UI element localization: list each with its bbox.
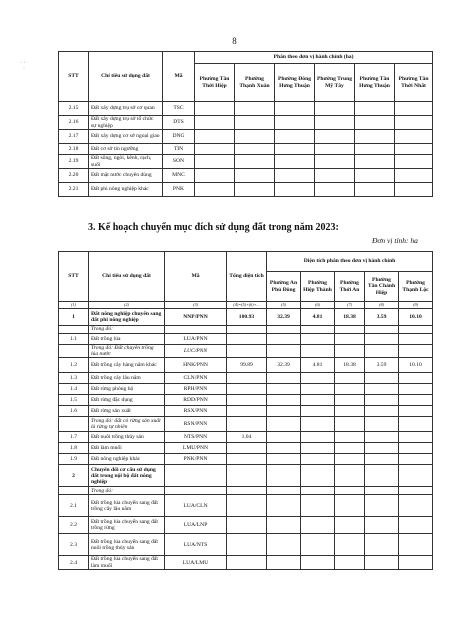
- ward-value: [365, 345, 399, 358]
- ward-value: [335, 495, 365, 517]
- ward-value: [301, 443, 335, 454]
- ward-value: [365, 465, 399, 487]
- row-stt: 2.19: [59, 155, 89, 169]
- row-code: DNG: [163, 130, 195, 144]
- ward-value: [355, 155, 395, 169]
- total-area-header: Tổng diện tích: [227, 252, 267, 302]
- ward-value: [399, 384, 433, 395]
- table-row: [59, 465, 433, 487]
- table-row: [59, 130, 433, 144]
- row-stt: 2.20: [59, 169, 89, 183]
- row-indicator: Chuyển đổi cơ cấu sử dụng đất trong nội bộ đất nông nghiệp: [89, 465, 165, 487]
- ward-value: [365, 534, 399, 556]
- ward-value: [267, 417, 301, 432]
- row-indicator: Đất trồng cây lâu năm: [89, 373, 165, 384]
- table-row: [59, 155, 433, 169]
- row-stt: 2.1: [59, 495, 89, 517]
- row-code: LUA/CLN: [165, 495, 227, 517]
- row-stt: 2.17: [59, 130, 89, 144]
- row-indicator: Đất xây dựng trụ sở tổ chức sự nghiệp: [89, 116, 163, 130]
- ward-value: [365, 454, 399, 465]
- ward-value: [301, 487, 335, 495]
- ward-value: [395, 169, 433, 183]
- table-row: [59, 443, 433, 454]
- ward-value: [399, 495, 433, 517]
- row-code: LUC/PNN: [165, 345, 227, 358]
- row-stt: 1.8: [59, 443, 89, 454]
- row-total: [227, 326, 267, 334]
- row-code: NNP/PNN: [165, 309, 227, 326]
- ward-value: [399, 395, 433, 406]
- column-number: (7): [335, 302, 365, 309]
- row-code: TIN: [163, 144, 195, 155]
- ward-value: [365, 334, 399, 345]
- ward-value: [365, 443, 399, 454]
- ward-value: [301, 534, 335, 556]
- ward-value: [235, 116, 275, 130]
- row-total: [227, 417, 267, 432]
- ward-value: [267, 432, 301, 443]
- row-code: LUA/PNN: [165, 334, 227, 345]
- ward-value: [301, 517, 335, 534]
- ward-value: [365, 326, 399, 334]
- ward-value: [315, 169, 355, 183]
- table-row: [59, 116, 433, 130]
- row-stt: 1.3: [59, 373, 89, 384]
- ward-value: [399, 373, 433, 384]
- ward-header: Phường Hiệp Thành: [301, 272, 335, 302]
- ward-value: [301, 556, 335, 569]
- row-stt: [59, 417, 89, 432]
- ward-value: [395, 144, 433, 155]
- row-indicator: Đất mặt nước chuyên dùng: [89, 169, 163, 183]
- ward-header: Phường Tân Thới Nhất: [395, 64, 433, 102]
- column-number: (3): [165, 302, 227, 309]
- row-indicator: Đất nông nghiệp chuyển sang đất phi nông nghiệp: [89, 309, 165, 326]
- row-stt: 1: [59, 309, 89, 326]
- ward-value: [267, 443, 301, 454]
- ward-value: [267, 465, 301, 487]
- column-number: (8): [365, 302, 399, 309]
- row-stt: 1.2: [59, 358, 89, 373]
- row-code: [165, 465, 227, 487]
- row-code: DTS: [163, 116, 195, 130]
- ward-value: [267, 517, 301, 534]
- table-row: [59, 432, 433, 443]
- row-stt: 1.9: [59, 454, 89, 465]
- column-number: (6): [301, 302, 335, 309]
- ward-value: [399, 345, 433, 358]
- table-row: [59, 169, 433, 183]
- ward-value: [365, 406, 399, 417]
- ward-value: [315, 155, 355, 169]
- stt-header: STT: [59, 252, 89, 302]
- row-indicator: Đất xây dựng cơ sở ngoại giao: [89, 130, 163, 144]
- row-indicator: Đất phi nông nghiệp khác: [89, 183, 163, 197]
- row-indicator: Trong đó:: [89, 487, 165, 495]
- ward-value: [235, 144, 275, 155]
- ward-value: [267, 487, 301, 495]
- row-stt: 2.21: [59, 183, 89, 197]
- ward-value: [301, 465, 335, 487]
- row-indicator: Đất rừng đặc dụng: [89, 395, 165, 406]
- ward-value: 32.39: [267, 309, 301, 326]
- ward-value: [399, 326, 433, 334]
- table-row: [59, 102, 433, 116]
- ward-value: [365, 556, 399, 569]
- ward-value: [301, 384, 335, 395]
- ward-value: [235, 169, 275, 183]
- row-indicator: Đất rừng phòng hộ: [89, 384, 165, 395]
- ward-value: [335, 465, 365, 487]
- row-total: [227, 556, 267, 569]
- land-use-table-continued: [58, 51, 433, 197]
- ward-value: [355, 116, 395, 130]
- indicator-header: Chỉ tiêu sử dụng đất: [89, 52, 163, 102]
- row-total: [227, 384, 267, 395]
- row-code: HNK/PNN: [165, 358, 227, 373]
- land-conversion-plan-table: [58, 251, 433, 570]
- ward-value: [355, 183, 395, 197]
- ward-value: [301, 395, 335, 406]
- ward-value: [301, 345, 335, 358]
- ward-value: [195, 144, 235, 155]
- ward-value: [267, 406, 301, 417]
- row-stt: 2.4: [59, 556, 89, 569]
- ward-value: 10.10: [399, 358, 433, 373]
- ward-value: [399, 334, 433, 345]
- ward-header: Phường Tân Thới Hiệp: [195, 64, 235, 102]
- code-header: Mã: [163, 52, 195, 102]
- unit-label: Đơn vị tính: ha: [372, 236, 418, 245]
- row-code: [165, 326, 227, 334]
- row-code: PNK/PNN: [165, 454, 227, 465]
- ward-value: [301, 454, 335, 465]
- ward-group-header: Diện tích phân theo đơn vị hành chính: [267, 252, 433, 272]
- row-total: 99.89: [227, 358, 267, 373]
- ward-value: [315, 130, 355, 144]
- ward-value: [365, 373, 399, 384]
- ward-value: [267, 534, 301, 556]
- row-indicator: Đất trồng lúa chuyển sang đất nuôi trồng thủy sản: [89, 534, 165, 556]
- indicator-header: Chỉ tiêu sử dụng đất: [89, 252, 165, 302]
- row-total: [227, 395, 267, 406]
- row-code: [165, 487, 227, 495]
- ward-value: [355, 130, 395, 144]
- ward-value: [267, 345, 301, 358]
- ward-header: Phường Đông Hưng Thuận: [275, 64, 315, 102]
- table-row: [59, 358, 433, 373]
- ward-value: 4.81: [301, 309, 335, 326]
- row-indicator: Trong đó: Đất chuyên trồng lúa nước: [89, 345, 165, 358]
- row-total: [227, 373, 267, 384]
- ward-value: [399, 432, 433, 443]
- ward-value: [195, 183, 235, 197]
- row-stt: [59, 345, 89, 358]
- ward-value: [395, 102, 433, 116]
- row-code: RSN/PNN: [165, 417, 227, 432]
- table-row: [59, 487, 433, 495]
- ward-value: [365, 495, 399, 517]
- ward-value: [267, 454, 301, 465]
- ward-value: [335, 326, 365, 334]
- row-stt: 2.16: [59, 116, 89, 130]
- ward-value: [275, 130, 315, 144]
- ward-value: [235, 155, 275, 169]
- column-number: (4)=(5)+(6)+...: [227, 302, 267, 309]
- ward-value: 4.81: [301, 358, 335, 373]
- scan-specks: · · ·: [20, 60, 26, 72]
- ward-value: [301, 406, 335, 417]
- ward-value: [335, 556, 365, 569]
- ward-value: [365, 432, 399, 443]
- ward-value: [267, 495, 301, 517]
- row-indicator: Đất nuôi trồng thủy sản: [89, 432, 165, 443]
- ward-value: [301, 334, 335, 345]
- ward-value: [275, 144, 315, 155]
- ward-value: [399, 443, 433, 454]
- ward-value: [395, 116, 433, 130]
- ward-value: [267, 384, 301, 395]
- table-row: [59, 384, 433, 395]
- row-indicator: Đất nông nghiệp khác: [89, 454, 165, 465]
- ward-value: [335, 432, 365, 443]
- ward-value: [195, 155, 235, 169]
- row-code: LUA/LMU: [165, 556, 227, 569]
- ward-value: [365, 417, 399, 432]
- ward-value: 10.10: [399, 309, 433, 326]
- row-total: 1.04: [227, 432, 267, 443]
- row-stt: 1.5: [59, 395, 89, 406]
- ward-value: [335, 417, 365, 432]
- ward-value: [335, 345, 365, 358]
- row-total: [227, 334, 267, 345]
- row-total: [227, 517, 267, 534]
- row-code: MNC: [163, 169, 195, 183]
- ward-value: [267, 334, 301, 345]
- row-code: RDD/PNN: [165, 395, 227, 406]
- row-code: RPH/PNN: [165, 384, 227, 395]
- row-code: RSX/PNN: [165, 406, 227, 417]
- ward-value: [365, 517, 399, 534]
- ward-value: [275, 155, 315, 169]
- row-stt: 1.7: [59, 432, 89, 443]
- row-indicator: Đất sông, ngòi, kênh, rạch, suối: [89, 155, 163, 169]
- ward-value: [195, 169, 235, 183]
- ward-header: Phường An Phú Đông: [267, 272, 301, 302]
- table-row: [59, 406, 433, 417]
- row-stt: 2.18: [59, 144, 89, 155]
- row-total: [227, 406, 267, 417]
- table-row: [59, 417, 433, 432]
- table-row: [59, 334, 433, 345]
- ward-value: [275, 183, 315, 197]
- table-row: [59, 309, 433, 326]
- ward-value: [399, 417, 433, 432]
- row-stt: 2.2: [59, 517, 89, 534]
- row-total: 100.93: [227, 309, 267, 326]
- ward-value: [399, 406, 433, 417]
- ward-value: [355, 169, 395, 183]
- ward-value: [235, 130, 275, 144]
- column-number: (5): [267, 302, 301, 309]
- row-code: LUA/LNP: [165, 517, 227, 534]
- ward-value: [399, 556, 433, 569]
- ward-value: [335, 406, 365, 417]
- ward-value: [399, 454, 433, 465]
- ward-value: [355, 102, 395, 116]
- ward-value: 18.38: [335, 309, 365, 326]
- row-indicator: Đất trồng lúa chuyển sang đất trồng rừng: [89, 517, 165, 534]
- ward-header: Phường Thạnh Lộc: [399, 272, 433, 302]
- ward-value: [301, 373, 335, 384]
- ward-value: [301, 417, 335, 432]
- row-indicator: Đất trồng lúa: [89, 334, 165, 345]
- row-stt: 1.1: [59, 334, 89, 345]
- ward-value: [335, 395, 365, 406]
- ward-value: [301, 326, 335, 334]
- column-number: (9): [399, 302, 433, 309]
- row-stt: [59, 326, 89, 334]
- ward-value: [399, 517, 433, 534]
- ward-value: [315, 183, 355, 197]
- row-indicator: Đất rừng sản xuất: [89, 406, 165, 417]
- ward-value: [195, 116, 235, 130]
- ward-value: [275, 116, 315, 130]
- ward-value: [335, 443, 365, 454]
- row-total: [227, 443, 267, 454]
- table-row: [59, 144, 433, 155]
- ward-value: 32.39: [267, 358, 301, 373]
- row-stt: 2.3: [59, 534, 89, 556]
- row-stt: 1.6: [59, 406, 89, 417]
- ward-value: [395, 155, 433, 169]
- ward-value: [195, 130, 235, 144]
- ward-value: [301, 495, 335, 517]
- row-indicator: Trong đó: đất có rừng sản xuất là rừng tự nhiên: [89, 417, 165, 432]
- row-indicator: Đất xây dựng trụ sở cơ quan: [89, 102, 163, 116]
- ward-header: Phường Trung Mỹ Tây: [315, 64, 355, 102]
- table-row: [59, 495, 433, 517]
- ward-value: [267, 373, 301, 384]
- ward-value: [315, 116, 355, 130]
- row-total: [227, 495, 267, 517]
- ward-value: [335, 517, 365, 534]
- table-row: [59, 517, 433, 534]
- ward-value: [275, 169, 315, 183]
- row-indicator: Đất trồng cây hàng năm khác: [89, 358, 165, 373]
- ward-value: [365, 395, 399, 406]
- table-row: [59, 183, 433, 197]
- ward-value: [195, 102, 235, 116]
- ward-value: [395, 130, 433, 144]
- row-indicator: Đất trồng lúa chuyển sang đất làm muối: [89, 556, 165, 569]
- ward-value: [267, 556, 301, 569]
- ward-value: [267, 395, 301, 406]
- row-code: TSC: [163, 102, 195, 116]
- ward-value: [335, 534, 365, 556]
- ward-value: [395, 183, 433, 197]
- row-code: LUA/NTS: [165, 534, 227, 556]
- ward-value: 18.38: [335, 358, 365, 373]
- ward-value: [235, 183, 275, 197]
- table-row: [59, 326, 433, 334]
- row-stt: 2: [59, 465, 89, 487]
- ward-value: [335, 373, 365, 384]
- table-row: [59, 556, 433, 569]
- row-total: [227, 534, 267, 556]
- row-code: PNK: [163, 183, 195, 197]
- column-number: (2): [89, 302, 165, 309]
- ward-value: [275, 102, 315, 116]
- ward-value: [301, 432, 335, 443]
- ward-value: [399, 465, 433, 487]
- table-row: [59, 454, 433, 465]
- ward-value: [365, 487, 399, 495]
- row-total: [227, 465, 267, 487]
- row-indicator: Trong đó:: [89, 326, 165, 334]
- row-indicator: Đất làm muối: [89, 443, 165, 454]
- table-row: [59, 345, 433, 358]
- ward-value: [235, 102, 275, 116]
- ward-value: 3.59: [365, 358, 399, 373]
- row-total: [227, 345, 267, 358]
- code-header: Mã: [165, 252, 227, 302]
- row-indicator: Đất cơ sở tín ngưỡng: [89, 144, 163, 155]
- row-indicator: Đất trồng lúa chuyển sang đất trồng cây lâu năm: [89, 495, 165, 517]
- ward-group-header: Phân theo đơn vị hành chính (ha): [195, 52, 433, 64]
- row-code: NTS/PNN: [165, 432, 227, 443]
- column-number: (1): [59, 302, 89, 309]
- ward-value: [365, 384, 399, 395]
- ward-value: [335, 454, 365, 465]
- stt-header: STT: [59, 52, 89, 102]
- ward-value: [399, 487, 433, 495]
- row-code: LMU/PNN: [165, 443, 227, 454]
- row-code: SON: [163, 155, 195, 169]
- ward-value: [315, 144, 355, 155]
- row-stt: 2.15: [59, 102, 89, 116]
- ward-header: Phường Thạnh Xuân: [235, 64, 275, 102]
- page-number: 8: [232, 36, 237, 46]
- row-total: [227, 454, 267, 465]
- ward-value: [355, 144, 395, 155]
- table-row: [59, 534, 433, 556]
- ward-header: Phường Thới An: [335, 272, 365, 302]
- ward-value: [315, 102, 355, 116]
- ward-header: Phường Tân Hưng Thuận: [355, 64, 395, 102]
- table-row: [59, 395, 433, 406]
- section-title: 3. Kế hoạch chuyển mục đích sử dụng đất trong năm 2023:: [88, 222, 339, 233]
- row-total: [227, 487, 267, 495]
- ward-value: [335, 384, 365, 395]
- table-row: [59, 373, 433, 384]
- ward-value: [267, 326, 301, 334]
- ward-header: Phường Tân Chánh Hiệp: [365, 272, 399, 302]
- row-stt: [59, 487, 89, 495]
- ward-value: [335, 487, 365, 495]
- ward-value: 3.59: [365, 309, 399, 326]
- row-code: CLN/PNN: [165, 373, 227, 384]
- ward-value: [335, 334, 365, 345]
- row-stt: 1.4: [59, 384, 89, 395]
- ward-value: [399, 534, 433, 556]
